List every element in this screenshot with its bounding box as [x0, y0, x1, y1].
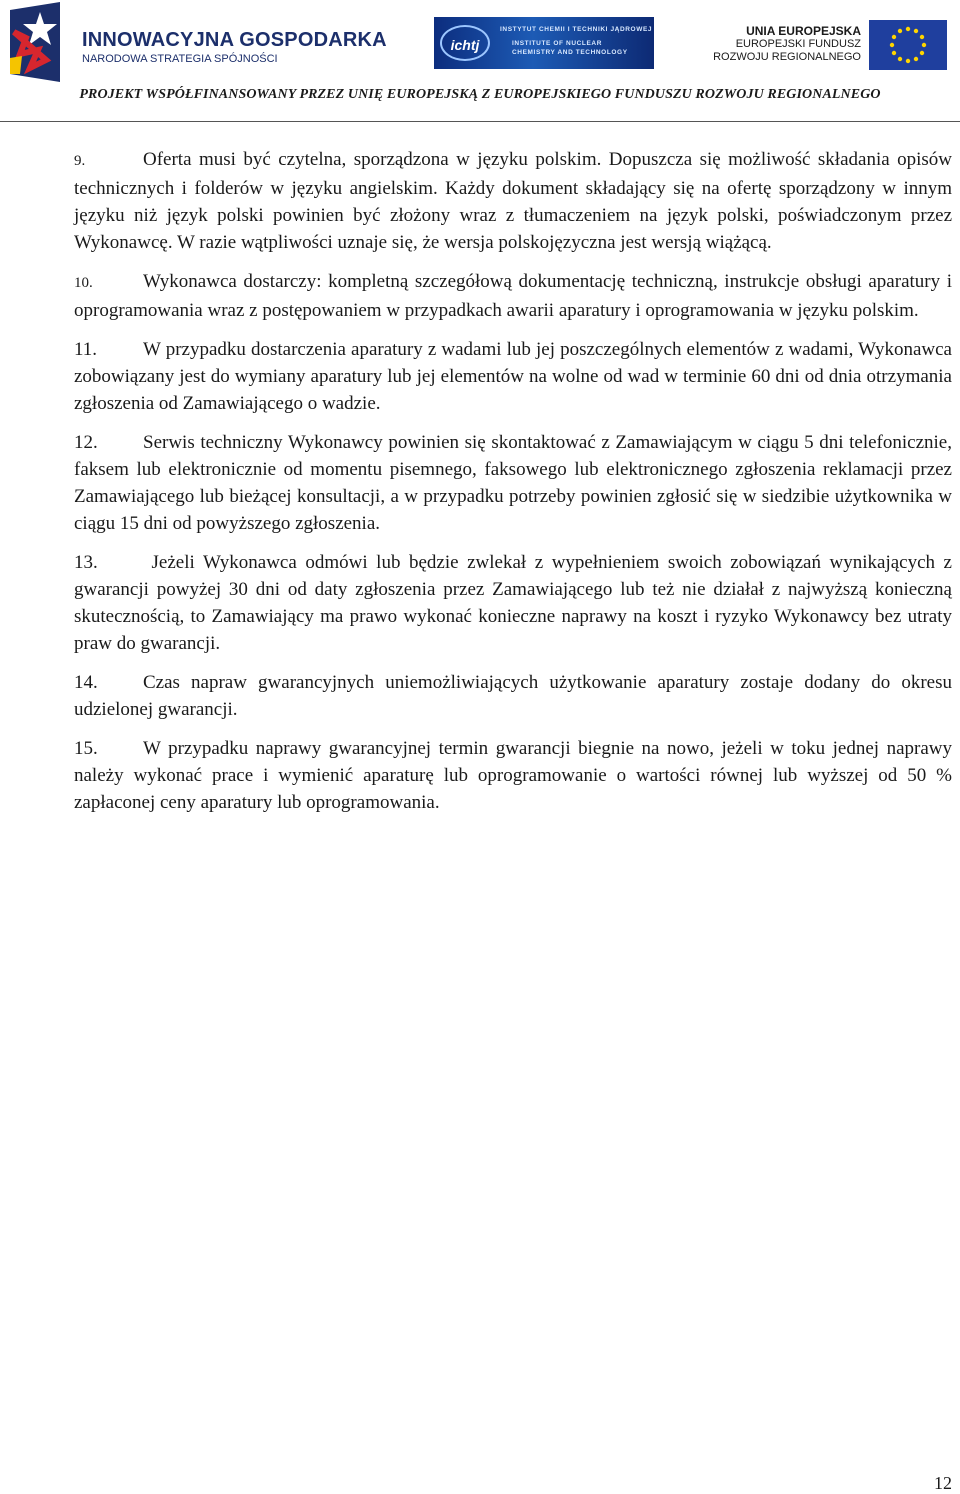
item-number: 11.	[74, 339, 98, 360]
list-item	[74, 429, 952, 537]
item-text: W przypadku dostarczenia aparatury z wadami lub jej poszczególnych elementów z wadami, Wykonawca zobowiązany jest do wymiany aparatury lub jej elementów na wolne od wad w terminie 60 dni od dnia otrzymania zgłoszenia od Zamawiającego o wadzie.	[74, 339, 952, 414]
star-flag-icon	[10, 2, 72, 84]
eu-line-2: EUROPEJSKI FUNDUSZ	[735, 38, 861, 50]
item-number: 9.	[74, 153, 86, 169]
item-text: W przypadku naprawy gwarancyjnej termin gwarancji biegnie na nowo, jeżeli w toku jednej naprawy należy wykonać prace i wymienić aparaturę lub oprogramowanie o wartości równej lub wyższej od 50 % zapłaconej ceny aparatury lub oprogramowania.	[74, 738, 952, 813]
list-item	[74, 146, 952, 256]
ichtj-line-1: INSTYTUT CHEMII I TECHNIKI JĄDROWEJ	[500, 26, 653, 33]
item-text: Serwis techniczny Wykonawcy powinien się skontaktować z Zamawiającym w ciągu 5 dni telefonicznie, faksem lub elektronicznie od momentu pisemnego, faksowego lub elektronicznego zgłoszenia reklamacji przez Zamawiającego lub bieżącej konsultacji, a w przypadku potrzeby powinien zgłosić się w siedzibie użytkownika w ciągu 15 dni od powyższego zgłoszenia.	[74, 432, 952, 534]
list-item	[74, 336, 952, 417]
page-number: 12	[934, 1473, 952, 1493]
item-number: 13.	[74, 552, 98, 573]
document-body	[74, 146, 952, 828]
ichtj-line-2: INSTITUTE OF NUCLEAR	[512, 40, 602, 47]
item-text: Czas napraw gwarancyjnych uniemożliwiających użytkowanie aparatury zostaje dodany do okresu udzielonej gwarancji.	[74, 672, 952, 720]
ig-title: INNOWACYJNA GOSPODARKA	[82, 29, 387, 51]
list-item	[74, 735, 952, 816]
item-number: 14.	[74, 672, 98, 693]
list-item	[74, 669, 952, 723]
eu-flag-icon	[869, 20, 947, 70]
item-number: 10.	[74, 275, 93, 291]
item-text: Jeżeli Wykonawca odmówi lub będzie zwlekał z wypełnieniem swoich zobowiązań wynikających z gwarancji powyżej 30 dni od daty zgłoszenia przez Zamawiającego lub też nie działał z najwyższą konieczną skutecznością, to Zamawiający ma prawo wykonać konieczne naprawy na koszt i ryzyko Wykonawcy bez utraty praw do gwarancji.	[74, 552, 952, 654]
list-item	[74, 549, 952, 657]
item-number: 12.	[74, 432, 98, 453]
ichtj-line-3: CHEMISTRY AND TECHNOLOGY	[512, 49, 628, 56]
ig-subtitle: NARODOWA STRATEGIA SPÓJNOŚCI	[82, 53, 278, 65]
header-divider	[0, 121, 960, 122]
page-header	[0, 0, 960, 84]
item-text: Oferta musi być czytelna, sporządzona w języku polskim. Dopuszcza się możliwość składania opisów technicznych i folderów w języku angielskim. Każdy dokument składający się na ofertę sporządzony w innym języku niż język polski powinien być złożony wraz z tłumaczeniem na język polski, poświadczonym przez Wykonawcę. W razie wątpliwości uznaje się, że wersja polskojęzyczna jest wersją wiążącą.	[74, 149, 952, 253]
eu-line-3: ROZWOJU REGIONALNEGO	[713, 51, 861, 63]
ichtj-atom-icon: ichtj	[440, 25, 490, 61]
list-item	[74, 268, 952, 324]
eu-logo	[713, 20, 954, 70]
item-text: Wykonawca dostarczy: kompletną szczegółową dokumentację techniczną, instrukcje obsługi aparatury i oprogramowania wraz z postępowaniem w przypadkach awarii aparatury i oprogramowania w języku polskim.	[74, 271, 952, 321]
ichtj-logo	[434, 17, 654, 69]
innowacyjna-gospodarka-logo	[10, 2, 390, 84]
project-cofinancing-line: PROJEKT WSPÓŁFINANSOWANY PRZEZ UNIĘ EUROPEJSKĄ Z EUROPEJSKIEGO FUNDUSZU ROZWOJU REGIONALNEGO	[79, 87, 881, 102]
item-number: 15.	[74, 738, 98, 759]
eu-line-1: UNIA EUROPEJSKA	[746, 24, 861, 38]
